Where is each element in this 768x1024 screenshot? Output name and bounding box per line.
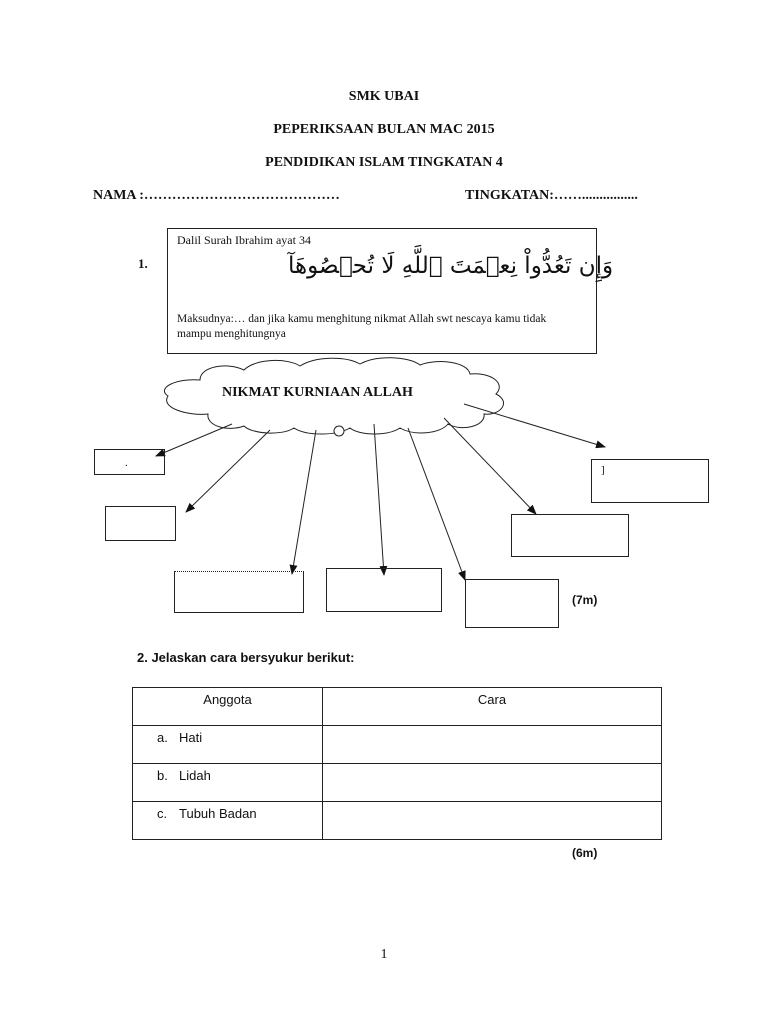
answer-table — [132, 687, 662, 840]
row-label-hati — [133, 726, 323, 764]
row-label: Hati — [179, 730, 203, 745]
table-row — [133, 726, 662, 764]
answer-box-5 — [465, 579, 559, 628]
arrow-to-box-2 — [186, 430, 270, 512]
dalil-arabic-verse: وَإِن تَعُدُّواْ نِعۡمَتَ ٱللَّهِ لَا تُحۡصُوهَآ — [288, 253, 614, 279]
question-2-prompt: 2. Jelaskan cara bersyukur berikut: — [137, 650, 355, 665]
row-label-lidah — [133, 764, 323, 802]
class-field: TINGKATAN:……................ — [465, 188, 638, 203]
school-name: SMK UBAI — [348, 89, 420, 104]
column-header-anggota: Anggota — [133, 688, 323, 726]
answer-box-3 — [174, 571, 304, 613]
row-letter: b. — [157, 768, 168, 783]
arrow-to-box-4 — [374, 424, 384, 575]
q2-marks: (6m) — [572, 846, 598, 860]
dalil-meaning: Maksudnya:… dan jika kamu menghitung nikmat Allah swt nescaya kamu tidak mampu menghitungnya — [177, 313, 547, 340]
arrow-to-box-1 — [156, 424, 232, 456]
row-label-tubuh-badan — [133, 802, 323, 840]
row-label: Tubuh Badan — [179, 806, 257, 821]
table-row — [133, 764, 662, 802]
exam-title: PEPERIKSAAN BULAN MAC 2015 — [273, 122, 495, 137]
row-letter: c. — [157, 806, 168, 821]
table-row — [133, 802, 662, 840]
answer-box-1 — [94, 449, 165, 475]
answer-box-7 — [511, 514, 629, 557]
arrow-to-box-3 — [292, 430, 316, 574]
answer-cell-tubuh-badan — [323, 802, 662, 840]
arrow-to-box-6 — [444, 418, 536, 514]
subject-title: PENDIDIKAN ISLAM TINGKATAN 4 — [265, 155, 503, 170]
answer-box-6-text: ] — [601, 464, 605, 476]
arrow-to-box-5 — [408, 428, 465, 580]
name-field: NAMA :…………………………………… — [93, 188, 340, 203]
page-number: 1 — [380, 947, 388, 962]
dalil-title: Dalil Surah Ibrahim ayat 34 — [177, 233, 311, 247]
cloud-label: NIKMAT KURNIAAN ALLAH — [222, 385, 413, 400]
column-header-cara: Cara — [323, 688, 662, 726]
answer-box-2 — [105, 506, 176, 541]
table-header-row — [133, 688, 662, 726]
answer-cell-hati — [323, 726, 662, 764]
answer-box-1-text: . — [125, 457, 128, 469]
row-label: Lidah — [179, 768, 211, 783]
question-1-number: 1. — [138, 256, 148, 271]
arrow-to-box-7 — [464, 404, 605, 447]
answer-cell-lidah — [323, 764, 662, 802]
cloud-center-node — [334, 426, 344, 436]
answer-box-6 — [591, 459, 709, 503]
q1-marks: (7m) — [572, 593, 598, 607]
row-letter: a. — [157, 730, 168, 745]
answer-box-4 — [326, 568, 442, 612]
